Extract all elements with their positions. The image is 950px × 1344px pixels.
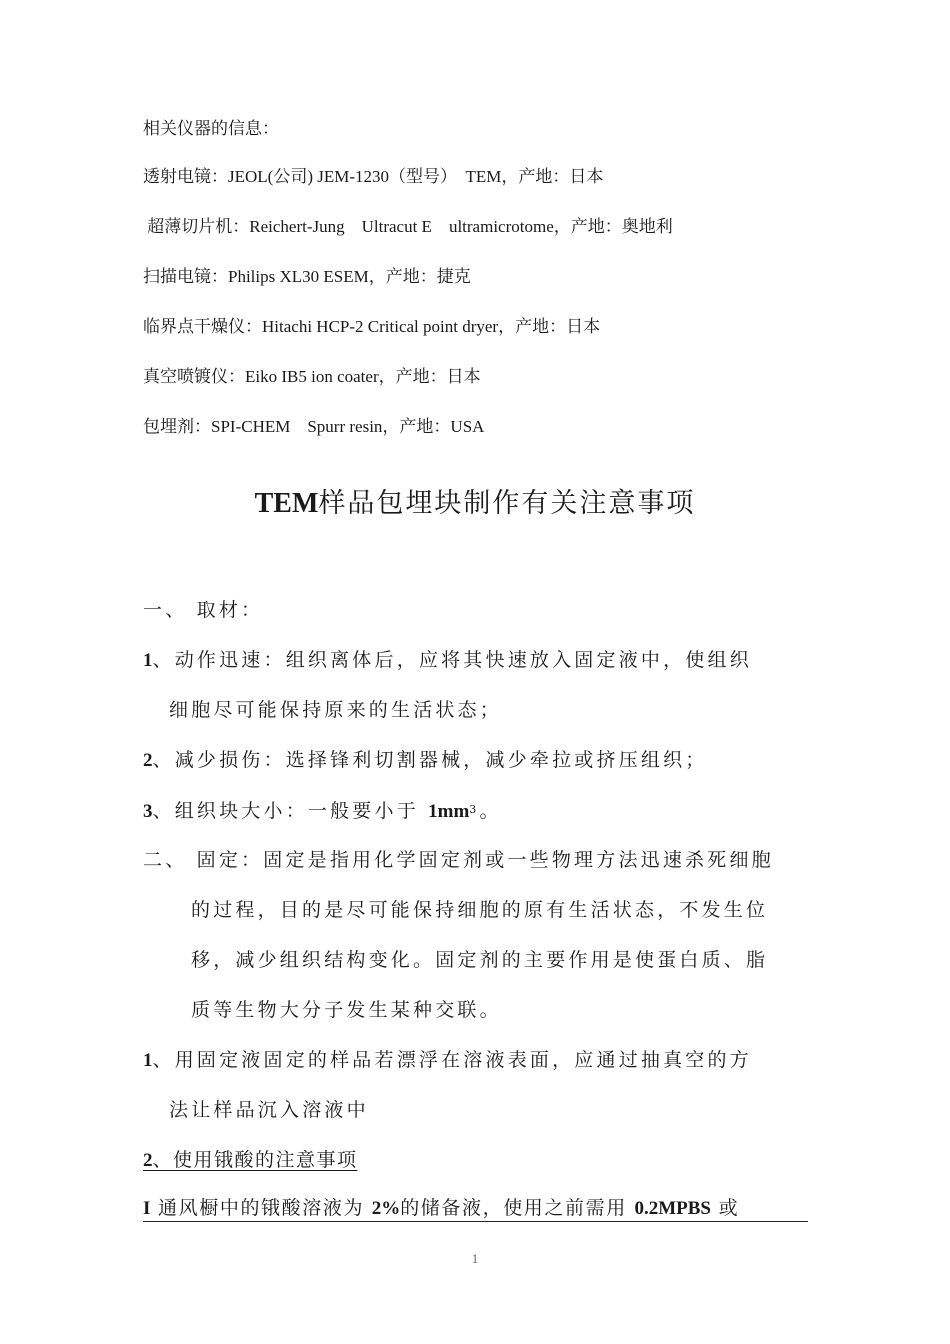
item-end: 。 (479, 800, 502, 822)
unit: 1mm (428, 801, 470, 822)
item-text: 的储备液，使用之前需用 (400, 1197, 635, 1219)
instrument-sem: 扫描电镜：Philips XL30 ESEM，产地：捷克 (143, 267, 471, 286)
item-text: 、组织块大小：一般要小于 (152, 800, 429, 822)
instrument-resin: 包埋剂：SPI-CHEM Spurr resin，产地：USA (143, 417, 485, 436)
section2-line1: 二、 固定：固定是指用化学固定剂或一些物理方法迅速杀死细胞 (143, 849, 774, 871)
section1-item1-line2: 细胞尽可能保持原来的生活状态； (169, 699, 503, 721)
item-text: 、用固定液固定的样品若漂浮在溶液表面，应通过抽真空的方 (152, 1049, 752, 1071)
section1-item2 (143, 746, 708, 775)
item-text: 、动作迅速：组织离体后，应将其快速放入固定液中，使组织 (152, 649, 752, 671)
instrument-cpd: 临界点干燥仪：Hitachi HCP-2 Critical point dryer，产地：日本 (143, 317, 601, 336)
section2-line4: 质等生物大分子发生某种交联。 (191, 999, 502, 1021)
unit-exponent: 3 (469, 803, 480, 816)
item-number: 1 (143, 650, 153, 671)
instrument-tem: 透射电镜：JEOL(公司) JEM-1230（型号） TEM，产地：日本 (143, 167, 604, 186)
item-text: 或 (710, 1197, 740, 1219)
item-label: I (143, 1198, 151, 1219)
percent: 2% (371, 1198, 401, 1219)
section1-item3 (143, 796, 502, 826)
section2-item1-line2: 法让样品沉入溶液中 (169, 1099, 369, 1121)
section1-item1-line1 (143, 646, 752, 675)
section2-line3: 移，减少组织结构变化。固定剂的主要作用是使蛋白质、脂 (191, 949, 769, 971)
title-bold: TEM (254, 488, 319, 519)
instrument-coater: 真空喷镀仪：Eiko IB5 ion coater，产地：日本 (143, 367, 481, 386)
item-number: 2 (143, 750, 153, 771)
section2-line2: 的过程，目的是尽可能保持细胞的原有生活状态，不发生位 (191, 899, 769, 921)
page-title (0, 484, 950, 524)
item-text: 、使用锇酸的注意事项 (152, 1149, 358, 1171)
instrument-ultramicrotome: 超薄切片机：Reichert-Jung Ultracut E ultramicrotome，产地：奥地利 (143, 217, 673, 236)
section2-item1-line1 (143, 1046, 752, 1075)
page-number: 1 (471, 1251, 479, 1266)
underline-rule (143, 1221, 808, 1222)
section2-item2 (143, 1146, 358, 1175)
item-text: 、减少损伤：选择锋利切割器械，减少牵拉或挤压组织； (152, 749, 708, 771)
item-number: 3 (143, 801, 153, 822)
instruments-heading: 相关仪器的信息： (143, 119, 279, 138)
section1-heading: 一、 取材： (143, 599, 264, 621)
buffer: 0.2MPBS (634, 1198, 711, 1219)
item-text: 通风橱中的锇酸溶液为 (150, 1197, 372, 1219)
item-number: 1 (143, 1050, 153, 1071)
section2-itemI (143, 1194, 739, 1223)
item-number: 2 (143, 1150, 153, 1171)
title-rest: 样品包埋块制作有关注意事项 (318, 488, 696, 519)
